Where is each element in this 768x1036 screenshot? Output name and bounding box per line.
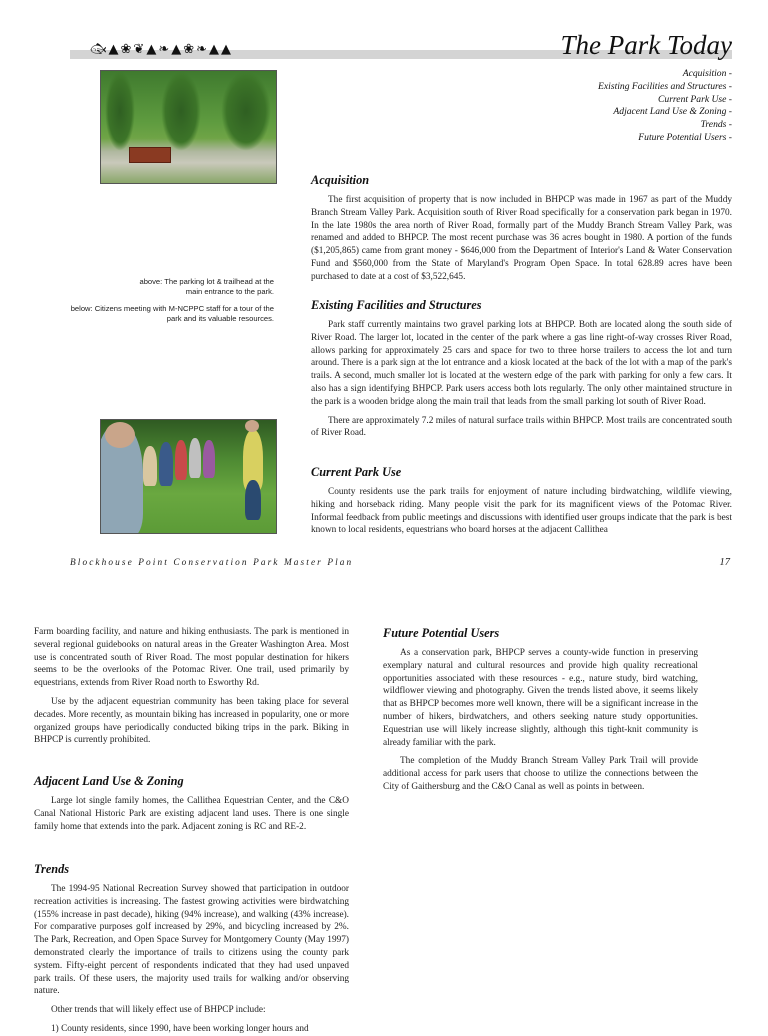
section-trends (34, 862, 349, 1036)
section-list (598, 68, 732, 145)
paragraph: 1) County residents, since 1990, have been working longer hours and (51, 1023, 309, 1034)
tree-icon: ▲ (209, 42, 222, 57)
section-heading: Existing Facilities and Structures (311, 298, 482, 312)
parking-lot-photo (100, 70, 277, 184)
photo-caption-above: above: The parking lot & trailhead at the main entrance to the park. (139, 277, 274, 296)
paragraph: Other trends that will likely effect use of BHPCP include: (51, 1005, 266, 1016)
duck-icon: ❧ (158, 42, 172, 57)
tree-icon: ▲ (171, 42, 184, 57)
section-acquisition (311, 173, 732, 284)
section-facilities (311, 298, 732, 440)
paragraph: Park staff currently maintains two gravel parking lots at BHPCP. Both are located along the south side of River Road. The larger lot, located in the center of the park where a gas line right-of-way crosses River Road, allows parking for approximately 25 cars and space for two to three horse trailers to access the lot and turn around. There is a park sign at the lot entrance and a kiosk located at the back of the lot with a map of the park's trails. A second, much smaller lot is located at the western edge of the park with parking for only a few cars. It also has a sign identifying BHPCP. Park users access both lots regularly. The only other maintained structure in the park is a wooden bridge along the main trail that leads from the small parking lot south of River Road. (311, 320, 732, 407)
section-current-use (311, 465, 732, 537)
footer-title: Blockhouse Point Conservation Park Master Plan (70, 558, 354, 568)
bird-icon: ❀ (183, 42, 197, 57)
wildlife-silhouettes-icon (90, 42, 233, 57)
paragraph: County residents use the park trails for enjoyment of nature including birdwatching, wildlife viewing, hiking and horseback riding. Many people visit the park for its magnificent views of the Potomac River. Informal feedback from public meetings and discussions with identified user groups indicate that the park is best known to local residents, equestrians who board horses at the adjacent Callithea (311, 487, 732, 536)
section-current-use-continued (34, 626, 349, 747)
toc-item: Acquisition - (682, 68, 732, 79)
bird-icon: ❀ (120, 42, 134, 57)
paragraph: The completion of the Muddy Branch Stream Valley Park Trail will provide additional access for park users that choose to utilize the connections between the City of Gaithersburg and the C&O Canal as well as points in between. (383, 756, 698, 792)
section-heading: Adjacent Land Use & Zoning (34, 774, 184, 788)
paragraph: Use by the adjacent equestrian community has been taking place for several decades. More recently, as mountain biking has increased in popularity, one or more organized groups have periodically conducted biking trips in the park. Biking in BHPCP is currently prohibited. (34, 696, 349, 746)
paragraph: There are approximately 7.2 miles of natural surface trails within BHPCP. Most trails are concentrated south of River Road. (311, 415, 732, 439)
duck-icon: ❧ (196, 42, 210, 57)
toc-item: Existing Facilities and Structures - (598, 80, 732, 92)
paragraph: The first acquisition of property that is now included in BHPCP was made in 1967 as part of the Muddy Branch Stream Valley Park. Acquisition south of River Road specifically for a conservation park began in 1970. In the late 1980s the area north of River Road, formally part of the Muddy Branch Stream Valley Park, was renamed and added to BHPCP. The most recent purchase was 36 acres bought in 1980. A portion of the funds ($1,205,865) came from grant money - $646,000 from the Department of Interior's Land & Water Conservation Fund and $560,000 from the State of Maryland's Program Open Space. In total 628.89 acres have been purchased to date at a cost of $3,522,645. (311, 195, 732, 282)
toc-item: Adjacent Land Use & Zoning - (613, 106, 732, 118)
toc-item: Future Potential Users - (638, 131, 732, 143)
photo-caption-below: below: Citizens meeting with M-NCPPC staff for a tour of the park and its valuable resources. (70, 304, 274, 323)
tree-icon: ▲ (108, 42, 121, 57)
toc-item: Trends - (700, 119, 732, 131)
page-number: 17 (719, 557, 730, 568)
paragraph: As a conservation park, BHPCP serves a county-wide function in preserving exemplary natural and cultural resources and provide high quality recreational opportunities associated with these resources - e.g., nature study, bird watching, wildflower viewing and photography. Given the trends listed above, it seems likely that as BHPCP becomes more well known, there will be a significant increase in the number of hikers, birdwatchers, and others seeking nature study opportunities. Equestrian use will likely increase slightly, although this tight-knit community is already familiar with the park. (383, 648, 698, 748)
section-heading: Future Potential Users (383, 626, 500, 640)
turtle-icon: ❦ (133, 42, 147, 57)
paragraph: Large lot single family homes, the Callithea Equestrian Center, and the C&O Canal National Historic Park are existing adjacent land uses. There is one single family home that extends into the park. Adjacent zoning is RC and RE-2. (34, 796, 349, 832)
fish-icon: 🐟︎ (90, 42, 109, 57)
paragraph: The 1994-95 National Recreation Survey showed that participation in outdoor recreation activities is increasing. The fastest growing activities were birdwatching (155% increase in past decade), hiking (94% increase), and walking (43% increase). For comparative purposes golf increased by 29%, and bicycling increased by 2%. The Park, Recreation, and Open Space Survey for Montgomery County (May 1997) demonstrated clearly the importance of trails to citizens using the county park system. Fifty-eight percent of respondents indicated that they had used unpaved park trails. Of these users, the majority used trails for walking and/or observing nature. (34, 884, 349, 997)
tree-icon: ▲ (146, 42, 159, 57)
section-heading: Current Park Use (311, 465, 402, 479)
section-heading: Trends (34, 862, 70, 876)
section-future-users (383, 626, 698, 794)
section-heading: Acquisition (311, 173, 370, 187)
citizens-meeting-photo (100, 419, 277, 534)
section-adjacent-land-use (34, 774, 349, 833)
paragraph: Farm boarding facility, and nature and hiking enthusiasts. The park is mentioned in several regional guidebooks on natural areas in the Greater Washington Area. Most use is concentrated south of River Road. The most popular destination for hikers seems to be the overlooks of the Potomac River. One trail, used primarily by equestrians, extends from River Road north to Esworthy Rd. (34, 627, 349, 689)
toc-item: Current Park Use - (658, 93, 732, 105)
park-sign (129, 147, 171, 163)
tree-icon: ▲ (221, 42, 234, 57)
page-title: The Park Today (560, 30, 732, 60)
